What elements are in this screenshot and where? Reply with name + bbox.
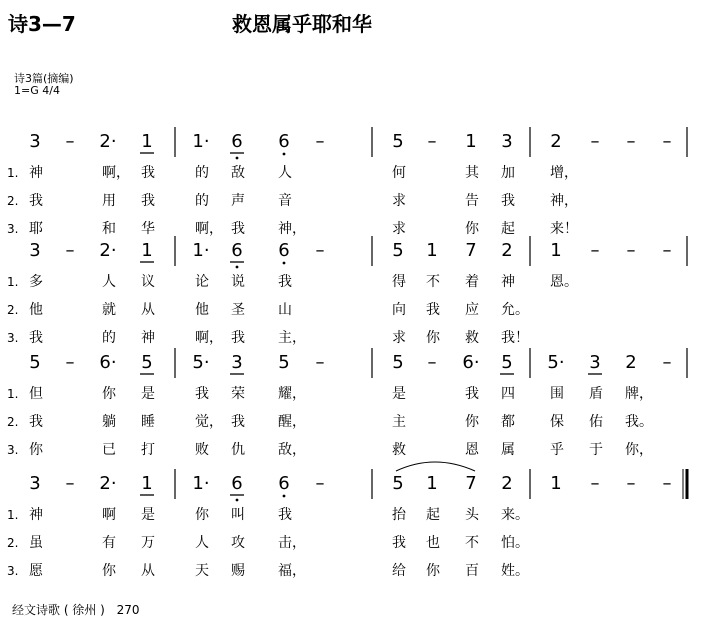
lyric-syllable: 我: [426, 302, 440, 318]
lyric-syllable: 你，: [625, 442, 653, 458]
lyric-syllable: 人: [102, 274, 116, 290]
lyric-syllable: 我: [29, 330, 43, 346]
low-octave-dot: [283, 153, 286, 156]
dash-note: –: [315, 131, 325, 152]
key-time-signature: 1=G 4/4: [14, 84, 60, 97]
page-number: 270: [116, 603, 140, 617]
score-system-1: [7, 127, 687, 237]
note: 6: [231, 240, 243, 261]
lyric-syllable: 荣: [231, 386, 245, 402]
lyric-syllable: 但: [29, 386, 43, 402]
note: 5: [278, 352, 290, 373]
lyric-syllable: 增，: [550, 165, 578, 181]
dash-note: –: [315, 473, 325, 494]
lyric-syllable: 救: [392, 442, 406, 458]
lyric-syllable: 我: [501, 193, 515, 209]
lyric-syllable: 主，: [278, 330, 306, 346]
lyric-syllable: 加: [501, 165, 515, 181]
lyric-syllable: 救: [465, 330, 479, 346]
lyric-syllable: 盾: [589, 386, 603, 402]
lyric-syllable: 四: [501, 386, 515, 402]
lyric-syllable: 也: [426, 535, 440, 551]
note: 1·: [192, 473, 210, 494]
lyric-syllable: 神: [501, 274, 515, 290]
note: 6: [278, 131, 290, 152]
verse-number: 3.: [7, 564, 19, 578]
lyric-syllable: 躺: [102, 414, 116, 430]
lyric-syllable: 的: [195, 165, 209, 181]
lyric-syllable: 啊，: [102, 165, 130, 181]
note: 1: [141, 473, 153, 494]
lyric-syllable: 起: [426, 507, 440, 523]
lyric-syllable: 用: [102, 193, 116, 209]
lyric-syllable: 不: [426, 274, 440, 290]
lyric-syllable: 耶: [29, 221, 43, 237]
lyric-syllable: 仇: [231, 442, 245, 458]
lyric-syllable: 的: [195, 193, 209, 209]
lyric-syllable: 我: [392, 535, 406, 551]
dash-note: –: [590, 131, 600, 152]
lyric-syllable: 百: [465, 563, 479, 579]
verse-number: 2.: [7, 303, 19, 317]
lyric-syllable: 来。: [501, 507, 529, 523]
lyric-syllable: 你: [102, 386, 116, 402]
verse-number: 2.: [7, 536, 19, 550]
low-octave-dot: [236, 157, 239, 160]
footer-publication: [12, 601, 140, 618]
lyric-syllable: 华: [141, 221, 155, 237]
dash-note: –: [427, 352, 437, 373]
lyric-syllable: 已: [102, 442, 116, 458]
lyric-syllable: 是: [141, 507, 155, 523]
note: 1·: [192, 131, 210, 152]
lyric-syllable: 我: [231, 221, 245, 237]
lyric-syllable: 你: [465, 414, 479, 430]
lyric-syllable: 得: [392, 274, 406, 290]
lyric-syllable: 攻: [231, 535, 245, 551]
note: 6: [231, 473, 243, 494]
lyric-syllable: 佑: [589, 414, 603, 430]
verse-number: 3.: [7, 443, 19, 457]
lyric-syllable: 啊，: [195, 330, 223, 346]
verse-number: 2.: [7, 194, 19, 208]
song-code: 诗3—7: [8, 12, 76, 36]
dash-note: –: [65, 352, 75, 373]
note: 5: [392, 352, 404, 373]
note: 1: [426, 473, 438, 494]
dash-note: –: [427, 131, 437, 152]
source-note: 诗3篇(摘编): [14, 72, 74, 85]
lyric-syllable: 给: [392, 563, 406, 579]
lyric-syllable: 音: [278, 193, 292, 209]
lyric-syllable: 敌: [231, 165, 245, 181]
lyric-syllable: 和: [102, 221, 116, 237]
lyric-syllable: 何: [392, 165, 406, 181]
lyric-syllable: 议: [141, 274, 155, 290]
note: 6: [231, 131, 243, 152]
verse-number: 1.: [7, 166, 19, 180]
lyric-syllable: 从: [141, 563, 155, 579]
dash-note: –: [626, 473, 636, 494]
lyric-syllable: 我: [278, 507, 292, 523]
dash-note: –: [590, 240, 600, 261]
lyric-syllable: 你: [102, 563, 116, 579]
note: 2: [625, 352, 637, 373]
lyric-syllable: 声: [231, 193, 245, 209]
lyric-syllable: 的: [102, 330, 116, 346]
note: 5: [392, 473, 404, 494]
lyric-syllable: 人: [195, 535, 209, 551]
lyric-syllable: 是: [141, 386, 155, 402]
publication-name: 经文诗歌 ( 徐州 ): [12, 603, 105, 617]
lyric-syllable: 求: [392, 193, 406, 209]
lyric-syllable: 求: [392, 221, 406, 237]
verse-number: 1.: [7, 387, 19, 401]
low-octave-dot: [236, 266, 239, 269]
lyric-syllable: 来！: [550, 221, 578, 237]
lyric-syllable: 我: [29, 414, 43, 430]
lyric-syllable: 我: [141, 193, 155, 209]
lyric-syllable: 耀，: [278, 386, 306, 402]
note: 1: [141, 131, 153, 152]
lyric-syllable: 主: [392, 414, 406, 430]
lyric-syllable: 我。: [625, 414, 653, 430]
lyric-syllable: 山: [278, 302, 292, 318]
dash-note: –: [662, 352, 672, 373]
dash-note: –: [626, 240, 636, 261]
lyric-syllable: 醒，: [278, 414, 306, 430]
lyric-syllable: 圣: [231, 302, 245, 318]
lyric-syllable: 着: [465, 274, 479, 290]
score-system-3: [7, 348, 687, 458]
verse-number: 1.: [7, 508, 19, 522]
verse-number: 2.: [7, 415, 19, 429]
note: 5: [392, 240, 404, 261]
lyric-syllable: 觉，: [195, 414, 223, 430]
lyric-syllable: 他: [29, 302, 43, 318]
note: 5: [392, 131, 404, 152]
note: 5: [29, 352, 41, 373]
dash-note: –: [315, 240, 325, 261]
lyric-syllable: 围: [550, 386, 564, 402]
lyric-syllable: 我: [465, 386, 479, 402]
slur: [396, 462, 475, 471]
lyric-syllable: 万: [141, 535, 155, 551]
lyric-syllable: 神，: [550, 193, 578, 209]
lyric-syllable: 你: [426, 563, 440, 579]
note: 1: [141, 240, 153, 261]
lyric-syllable: 睡: [141, 414, 155, 430]
verse-number: 3.: [7, 331, 19, 345]
note: 1: [550, 473, 562, 494]
lyric-syllable: 都: [501, 414, 515, 430]
lyric-syllable: 虽: [29, 535, 43, 551]
lyric-syllable: 你: [29, 442, 43, 458]
lyric-syllable: 神: [29, 507, 43, 523]
lyric-syllable: 我: [278, 274, 292, 290]
note: 3: [501, 131, 513, 152]
lyric-syllable: 乎: [550, 442, 564, 458]
lyric-syllable: 败: [195, 442, 209, 458]
lyric-syllable: 怕。: [501, 535, 529, 551]
lyric-syllable: 他: [195, 302, 209, 318]
lyric-syllable: 说: [231, 274, 245, 290]
note: 2: [501, 473, 513, 494]
lyric-syllable: 多: [29, 274, 43, 290]
note: 5: [141, 352, 153, 373]
lyric-syllable: 起: [501, 221, 515, 237]
dash-note: –: [315, 352, 325, 373]
lyric-syllable: 我: [231, 330, 245, 346]
note: 6·: [99, 352, 117, 373]
lyric-syllable: 恩: [465, 442, 479, 458]
dash-note: –: [65, 240, 75, 261]
lyric-syllable: 保: [550, 414, 564, 430]
lyric-syllable: 头: [465, 507, 479, 523]
dash-note: –: [65, 131, 75, 152]
lyric-syllable: 抬: [392, 507, 406, 523]
dash-note: –: [662, 131, 672, 152]
score-system-4: [7, 462, 687, 579]
dash-note: –: [65, 473, 75, 494]
lyric-syllable: 是: [392, 386, 406, 402]
lyric-syllable: 向: [392, 302, 406, 318]
note: 5·: [547, 352, 565, 373]
score-system-2: [7, 236, 687, 346]
lyric-syllable: 从: [141, 302, 155, 318]
dash-note: –: [662, 240, 672, 261]
lyric-syllable: 天: [195, 563, 209, 579]
dash-note: –: [590, 473, 600, 494]
note: 5: [501, 352, 513, 373]
lyric-syllable: 神: [141, 330, 155, 346]
lyric-syllable: 于: [589, 442, 603, 458]
verse-number: 3.: [7, 222, 19, 236]
lyric-syllable: 你: [426, 330, 440, 346]
lyric-syllable: 啊: [102, 507, 116, 523]
note: 1·: [192, 240, 210, 261]
lyric-syllable: 属: [501, 442, 515, 458]
lyric-syllable: 愿: [29, 563, 43, 579]
song-title: 救恩属乎耶和华: [232, 12, 372, 36]
lyric-syllable: 啊，: [195, 221, 223, 237]
lyric-syllable: 牌，: [625, 386, 653, 402]
lyric-syllable: 其: [465, 165, 479, 181]
note: 6·: [462, 352, 480, 373]
lyric-syllable: 赐: [231, 563, 245, 579]
note: 3: [29, 131, 41, 152]
lyric-syllable: 恩。: [550, 274, 578, 290]
lyric-syllable: 你: [465, 221, 479, 237]
lyric-syllable: 应: [465, 302, 479, 318]
note: 1: [465, 131, 477, 152]
verse-number: 1.: [7, 275, 19, 289]
lyric-syllable: 神: [29, 165, 43, 181]
note: 1: [426, 240, 438, 261]
lyric-syllable: 你: [195, 507, 209, 523]
note: 2·: [99, 240, 117, 261]
lyric-syllable: 我！: [501, 330, 529, 346]
lyric-syllable: 就: [102, 302, 116, 318]
lyric-syllable: 我: [29, 193, 43, 209]
lyric-syllable: 我: [231, 414, 245, 430]
lyric-syllable: 叫: [231, 507, 245, 523]
note: 1: [550, 240, 562, 261]
lyric-syllable: 神，: [278, 221, 306, 237]
low-octave-dot: [283, 495, 286, 498]
lyric-syllable: 姓。: [501, 563, 529, 579]
lyric-syllable: 打: [141, 442, 155, 458]
note: 3: [231, 352, 243, 373]
lyric-syllable: 告: [465, 193, 479, 209]
note: 2·: [99, 131, 117, 152]
lyric-syllable: 敌，: [278, 442, 306, 458]
low-octave-dot: [283, 262, 286, 265]
note: 2·: [99, 473, 117, 494]
lyric-syllable: 我: [195, 386, 209, 402]
note: 2: [550, 131, 562, 152]
lyric-syllable: 击，: [278, 535, 306, 551]
lyric-syllable: 有: [102, 535, 116, 551]
lyric-syllable: 福，: [278, 563, 306, 579]
lyric-syllable: 人: [278, 165, 292, 181]
low-octave-dot: [236, 499, 239, 502]
lyric-syllable: 我: [141, 165, 155, 181]
note: 5·: [192, 352, 210, 373]
note: 2: [501, 240, 513, 261]
note: 7: [465, 473, 477, 494]
note: 3: [589, 352, 601, 373]
lyric-syllable: 允。: [501, 302, 529, 318]
note: 7: [465, 240, 477, 261]
note: 6: [278, 473, 290, 494]
lyric-syllable: 不: [465, 535, 479, 551]
note: 3: [29, 473, 41, 494]
lyric-syllable: 求: [392, 330, 406, 346]
lyric-syllable: 论: [195, 274, 209, 290]
dash-note: –: [662, 473, 672, 494]
dash-note: –: [626, 131, 636, 152]
note: 6: [278, 240, 290, 261]
note: 3: [29, 240, 41, 261]
